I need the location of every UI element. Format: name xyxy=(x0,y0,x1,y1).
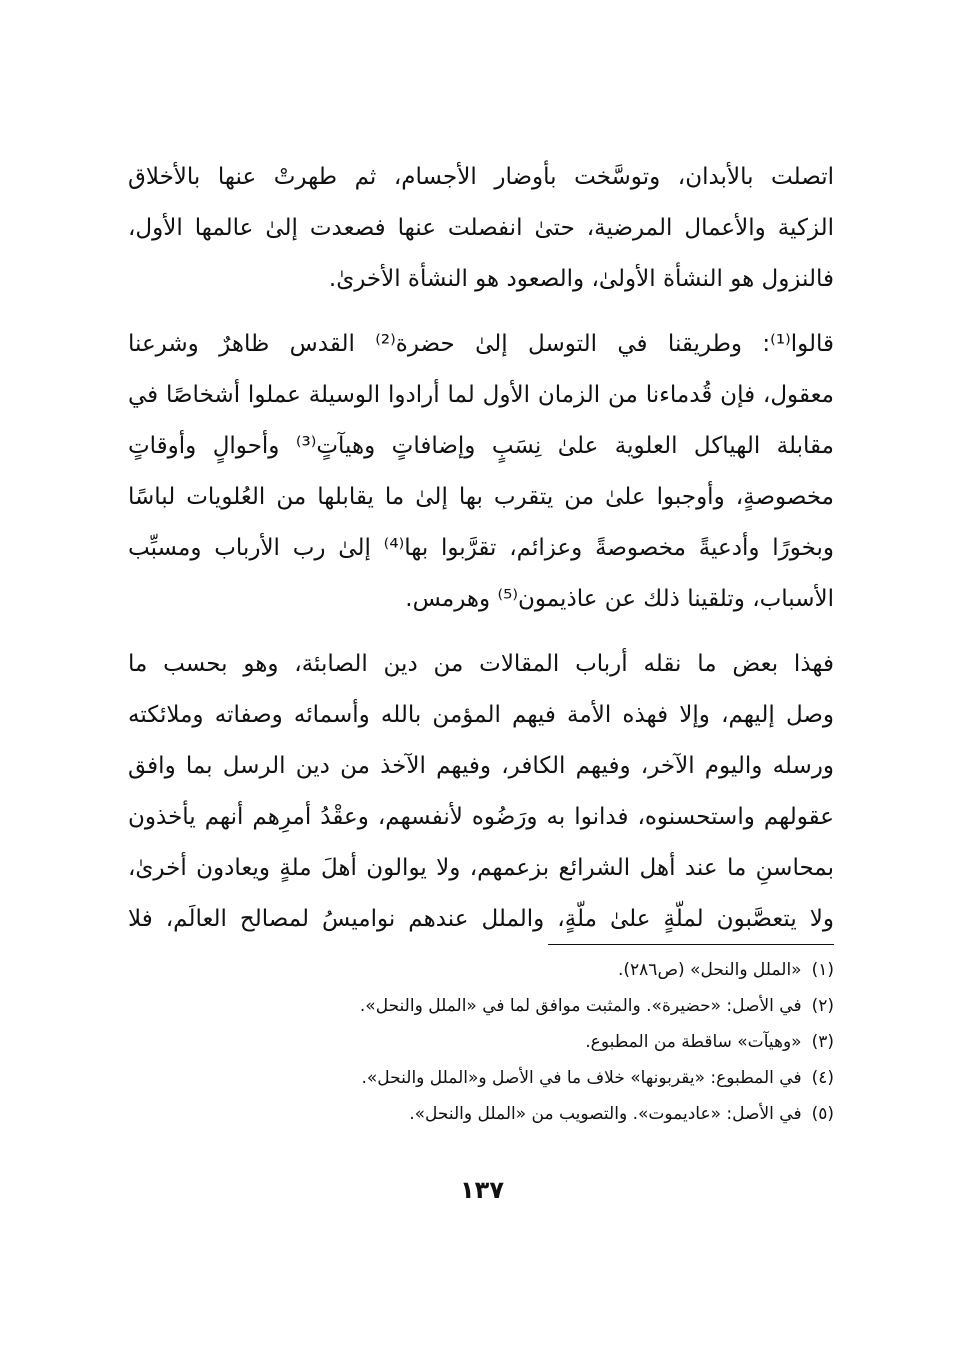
footnote xyxy=(128,988,834,1024)
text-line: الأسباب، وتلقينا ذلك عن عاذيمون⁽⁵⁾ وهرمس. xyxy=(405,586,834,612)
footnote-number: (٥) xyxy=(811,1104,834,1124)
footnote-number: (٣) xyxy=(811,1032,834,1052)
text-line: بمحاسنِ ما عند أهل الشرائع بزعمهم، ولا يوالون أهلَ ملةٍ ويعادون أخرىٰ، xyxy=(128,855,834,881)
text-line: مخصوصةٍ، وأوجبوا علىٰ من يتقرب بها إلىٰ ما يقابلها من العُلويات لباسًا xyxy=(128,484,834,510)
page-number: ١٣٧ xyxy=(460,1176,504,1204)
text-line: ولا يتعصَّبون لملّةٍ علىٰ ملّةٍ، والملل عندهم نواميسُ لمصالح العالَم، فلا xyxy=(128,906,834,932)
text-line: فالنزول هو النشأة الأولىٰ، والصعود هو النشأة الأخرىٰ. xyxy=(328,266,834,292)
text-line: معقول، فإن قُدماءنا من الزمان الأول لما أرادوا الوسيلة عملوا أشخاصًا في xyxy=(128,382,834,408)
footnote-text: «الملل والنحل» (ص٢٨٦). xyxy=(618,960,802,980)
footnote-number: (٤) xyxy=(811,1068,834,1088)
footnote xyxy=(128,1024,834,1060)
text-line: فهذا بعض ما نقله أرباب المقالات من دين الصابئة، وهو بحسب ما xyxy=(128,651,834,677)
footnote-text: في الأصل: «حضيرة». والمثبت موافق لما في «الملل والنحل». xyxy=(359,996,802,1016)
paragraph xyxy=(128,152,834,305)
footnote-number: (٢) xyxy=(811,996,834,1016)
footnote-text: في الأصل: «عاديموت». والتصويب من «الملل والنحل». xyxy=(409,1104,802,1124)
footnote-text: في المطبوع: «يقربونها» خلاف ما في الأصل و«الملل والنحل». xyxy=(361,1068,802,1088)
text-line: وبخورًا وأدعيةً مخصوصةً وعزائم، تقرَّبوا بها⁽⁴⁾ إلىٰ رب الأرباب ومسبِّب xyxy=(128,535,834,561)
text-line: الزكية والأعمال المرضية، حتىٰ انفصلت عنها فصعدت إلىٰ عالمها الأول، xyxy=(128,215,834,241)
footnotes xyxy=(128,952,834,1132)
footnote xyxy=(128,1096,834,1132)
text-line: مقابلة الهياكل العلوية علىٰ نِسَبٍ وإضافاتٍ وهيآتٍ⁽³⁾ وأحوالٍ وأوقاتٍ xyxy=(128,433,834,459)
text-line: عقولهم واستحسنوه، فدانوا به ورَضُوه لأنفسهم، وعقْدُ أمرِهم أنهم يأخذون xyxy=(128,804,834,830)
paragraph xyxy=(128,319,834,625)
footnote-text: «وهيآت» ساقطة من المطبوع. xyxy=(585,1032,802,1052)
footnote-number: (١) xyxy=(811,960,834,980)
text-line: اتصلت بالأبدان، وتوسَّخت بأوضار الأجسام، ثم طهرتْ عنها بالأخلاق xyxy=(128,164,834,190)
main-text xyxy=(128,152,834,945)
footnote xyxy=(128,1060,834,1096)
text-line: قالوا⁽¹⁾: وطريقنا في التوسل إلىٰ حضرة⁽²⁾ القدس ظاهرٌ وشرعنا xyxy=(128,331,834,357)
paragraph xyxy=(128,639,834,945)
text-line: ورسله واليوم الآخر، وفيهم الكافر، وفيهم الآخذ من دين الرسل بما وافق xyxy=(128,753,834,779)
footnote xyxy=(128,952,834,988)
footnote-divider xyxy=(548,944,834,945)
text-line: وصل إليهم، وإلا فهذه الأمة فيهم المؤمن بالله وأسمائه وصفاته وملائكته xyxy=(128,702,834,728)
